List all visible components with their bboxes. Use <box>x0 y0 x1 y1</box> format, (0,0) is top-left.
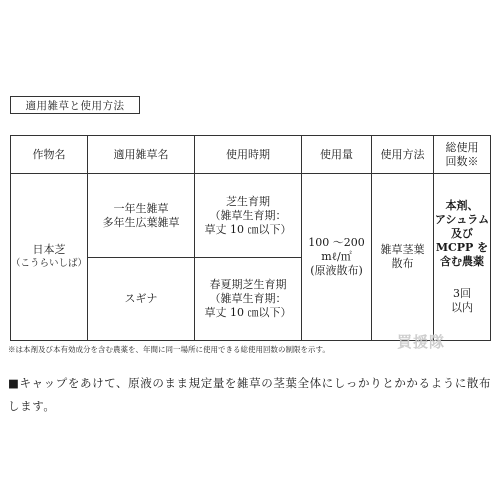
header-amount: 使用量 <box>302 136 372 174</box>
crop-cell <box>11 174 88 341</box>
total-uses-cell <box>434 174 491 341</box>
weed-cell: 一年生雑草 多年生広葉雑草 <box>88 174 195 258</box>
crop-name: 日本芝 <box>32 243 66 256</box>
section-title: 適用雑草と使用方法 <box>10 96 140 114</box>
crop-reading: （こうらいしば） <box>11 258 88 269</box>
header-weed: 適用雑草名 <box>88 136 195 174</box>
amount-cell: 100 ～200 mℓ/㎡ (原液散布) <box>302 174 372 341</box>
footnote: ※は本剤及び本有効成分を含む農薬を、年間に同一場所に使用できる総使用回数の制限を示す。 <box>8 345 330 354</box>
usage-table <box>10 135 491 341</box>
header-method: 使用方法 <box>372 136 434 174</box>
weed-cell: スギナ <box>88 258 195 341</box>
header-timing: 使用時期 <box>195 136 302 174</box>
usage-directions: ■キャップをあけて、原液のまま規定量を雑草の茎葉全体にしっかりとかかるように散布します。 <box>8 376 492 413</box>
method-cell: 雑草茎葉 散布 <box>372 174 434 341</box>
total-uses-count: 3回 以内 <box>451 287 473 314</box>
header-crop: 作物名 <box>11 136 88 174</box>
watermark-logo: 買援隊 <box>397 333 446 351</box>
total-uses-main: 本剤、 アシュラム 及び MCPP を 含む農薬 <box>434 199 490 268</box>
table-row <box>11 174 491 258</box>
table-header-row <box>11 136 491 174</box>
timing-cell: 春夏期芝生育期 （雑草生育期： 草丈 10 ㎝以下） <box>195 258 302 341</box>
timing-cell: 芝生育期 （雑草生育期： 草丈 10 ㎝以下） <box>195 174 302 258</box>
header-total-uses: 総使用 回数※ <box>434 136 491 174</box>
